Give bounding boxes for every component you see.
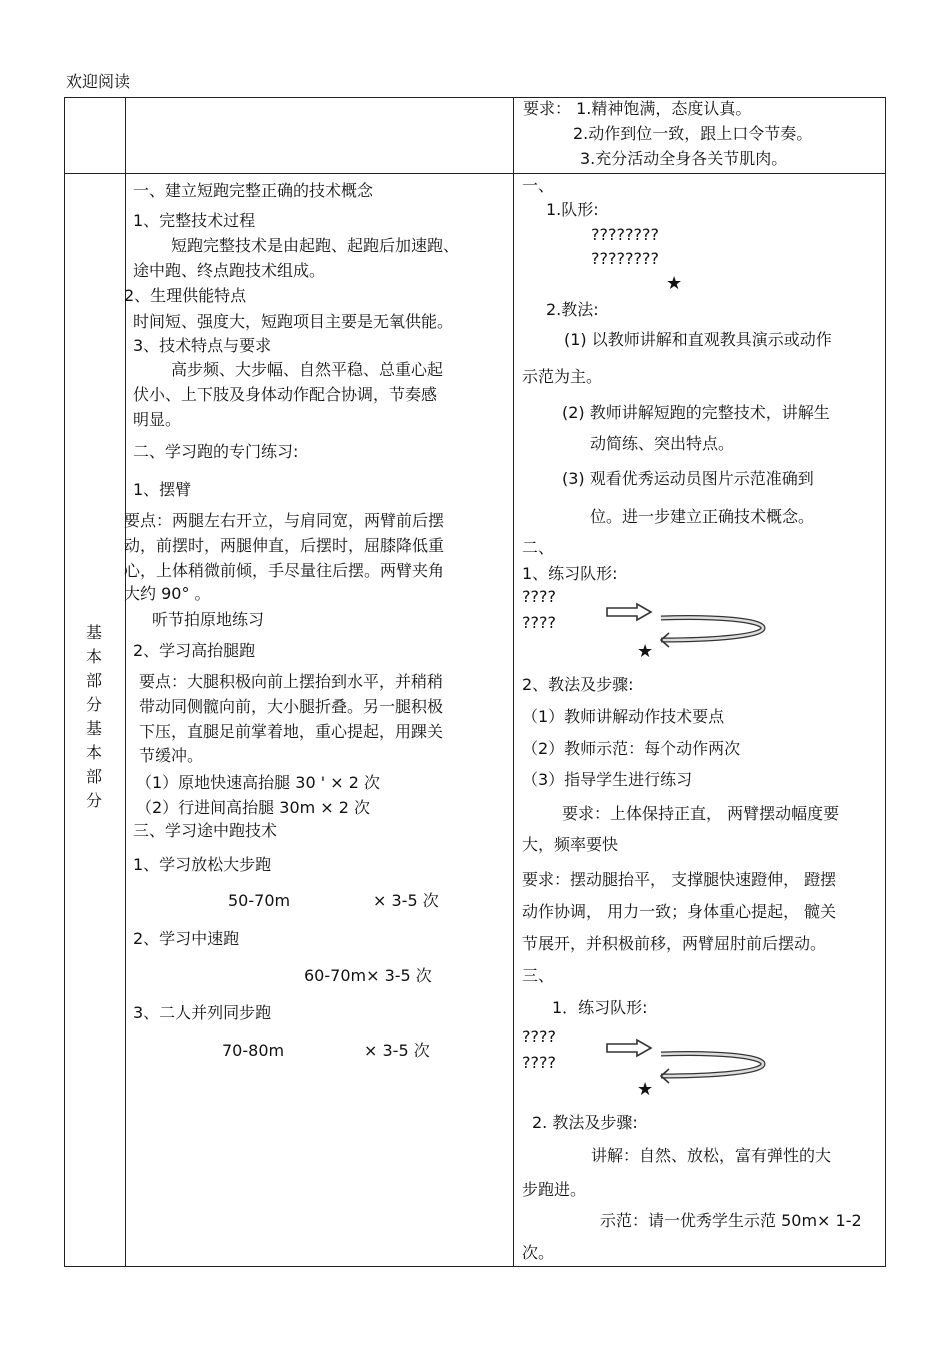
content-line: 明显。 [133, 410, 182, 429]
method-line: 节展开，并积极前移，两臂屈肘前后摆动。 [522, 934, 827, 953]
content-line: × 3-5 次 [364, 1041, 430, 1060]
content-line: 时间短、强度大，短跑项目主要是无氧供能。 [133, 312, 454, 331]
page-header: 欢迎阅读 [66, 72, 131, 91]
formation-row: ???? [522, 613, 556, 632]
content-line: 途中跑、终点跑技术组成。 [133, 261, 326, 280]
method-line: （2）教师示范：每个动作两次 [522, 739, 741, 758]
content-line: 2、学习高抬腿跑 [133, 641, 256, 660]
method-line: 次。 [522, 1243, 555, 1262]
content-line: 2、生理供能特点 [124, 286, 247, 305]
method-line: 1．练习队形: [552, 998, 648, 1017]
content-line: （1）原地快速高抬腿 30 ' × 2 次 [136, 773, 380, 792]
running-direction-arrow-icon [605, 603, 765, 653]
method-line: 三、 [522, 966, 555, 985]
content-line: 1、摆臂 [133, 480, 192, 499]
content-line: 70-80m [222, 1041, 285, 1060]
teacher-star-icon: ★ [666, 273, 683, 294]
content-line: 下压，直腿足前掌着地，重心提起，用踝关 [139, 722, 444, 741]
content-line: 短跑完整技术是由起跑、起跑后加速跑、 [171, 236, 460, 255]
method-line: 2.教法: [546, 300, 599, 319]
content-line: 二、学习跑的专门练习: [133, 442, 299, 461]
content-line: 听节拍原地练习 [152, 610, 265, 629]
formation-row: ???? [522, 1027, 556, 1046]
table-border-bottom [64, 1266, 886, 1267]
teacher-star-icon: ★ [637, 1079, 654, 1100]
table-col-divider-1 [125, 97, 126, 1267]
method-line: 动作协调， 用力一致；身体重心提起， 髋关 [522, 902, 837, 921]
table-row-divider [64, 173, 886, 174]
content-line: 一、建立短跑完整正确的技术概念 [133, 181, 374, 200]
method-line: 步跑进。 [522, 1180, 587, 1199]
formation-row: ???? [522, 1053, 556, 1072]
content-line: 要点：大腿积极向前上摆抬到水平，并稍稍 [139, 672, 444, 691]
formation-row: ???????? [591, 249, 659, 268]
table-border-top [64, 97, 886, 98]
formation-row: ???????? [591, 225, 659, 244]
method-line: 示范为主。 [522, 367, 603, 386]
method-line: 1、练习队形: [522, 564, 618, 583]
content-line: 2、学习中速跑 [133, 929, 240, 948]
content-line: 1、学习放松大步跑 [133, 855, 272, 874]
section-label-char: 基 [86, 719, 103, 738]
method-line: 大，频率要快 [522, 835, 619, 854]
content-line: 1、完整技术过程 [133, 211, 256, 230]
content-line: 节缓冲。 [139, 746, 204, 765]
section-label-char: 分 [86, 695, 103, 714]
section-label-char: 部 [86, 767, 103, 786]
running-direction-arrow-icon [605, 1039, 765, 1089]
content-line: 动，前摆时，两腿伸直，后摆时，屈膝降低重 [124, 536, 445, 555]
content-line: 三、学习途中跑技术 [133, 821, 278, 840]
requirement-line: 要求： 1.精神饱满，态度认真。 [523, 99, 752, 118]
method-line: 讲解：自然、放松，富有弹性的大 [591, 1146, 832, 1165]
content-line: 心，上体稍微前倾，手尽量往后摆。两臂夹角 [124, 561, 445, 580]
method-line: 1.队形: [546, 200, 599, 219]
content-line: 要点：两腿左右开立，与肩同宽，两臂前后摆 [124, 511, 445, 530]
method-line: (1) 以教师讲解和直观教具演示或动作 [564, 330, 832, 349]
table-col-divider-2 [513, 97, 514, 1267]
content-line: 50-70m [228, 891, 291, 910]
method-line: 2、教法及步骤: [522, 675, 634, 694]
content-line: 大约 90° 。 [124, 584, 211, 603]
method-line: （1）教师讲解动作技术要点 [522, 707, 725, 726]
method-line: 要求：上体保持正直， 两臂摆动幅度要 [562, 804, 840, 823]
method-line: (3) 观看优秀运动员图片示范准确到 [562, 469, 814, 488]
content-line: 60-70m× 3-5 次 [304, 966, 432, 985]
section-label-char: 本 [86, 647, 103, 666]
content-line: 3、二人并列同步跑 [133, 1003, 272, 1022]
method-line: 示范：请一优秀学生示范 50m× 1-2 [600, 1211, 862, 1230]
method-line: （3）指导学生进行练习 [522, 770, 693, 789]
table-border-right [885, 97, 886, 1267]
content-line: × 3-5 次 [373, 891, 439, 910]
content-line: 3、技术特点与要求 [133, 336, 272, 355]
section-label-char: 基 [86, 623, 103, 642]
method-line: 动简练、突出特点。 [590, 434, 735, 453]
content-line: 高步频、大步幅、自然平稳、总重心起 [171, 360, 444, 379]
section-label-char: 本 [86, 743, 103, 762]
method-line: 2. 教法及步骤: [532, 1113, 638, 1132]
formation-row: ???? [522, 587, 556, 606]
content-line: 伏小、上下肢及身体动作配合协调，节奏感 [133, 385, 438, 404]
method-line: 要求：摆动腿抬平， 支撑腿快速蹬伸， 蹬摆 [522, 870, 837, 889]
requirement-line: 2.动作到位一致，跟上口令节奏。 [573, 124, 813, 143]
teacher-star-icon: ★ [637, 641, 654, 662]
content-line: （2）行进间高抬腿 30m × 2 次 [136, 798, 371, 817]
content-line: 带动同侧髋向前，大小腿折叠。另一腿积极 [139, 697, 444, 716]
requirement-line: 3.充分活动全身各关节肌肉。 [580, 149, 788, 168]
method-line: 二、 [522, 538, 555, 557]
method-line: (2) 教师讲解短跑的完整技术，讲解生 [562, 403, 830, 422]
method-line: 位。进一步建立正确技术概念。 [590, 507, 815, 526]
section-label-char: 分 [86, 791, 103, 810]
section-label-char: 部 [86, 671, 103, 690]
table-border-left [64, 97, 65, 1267]
method-line: 一、 [522, 176, 555, 195]
